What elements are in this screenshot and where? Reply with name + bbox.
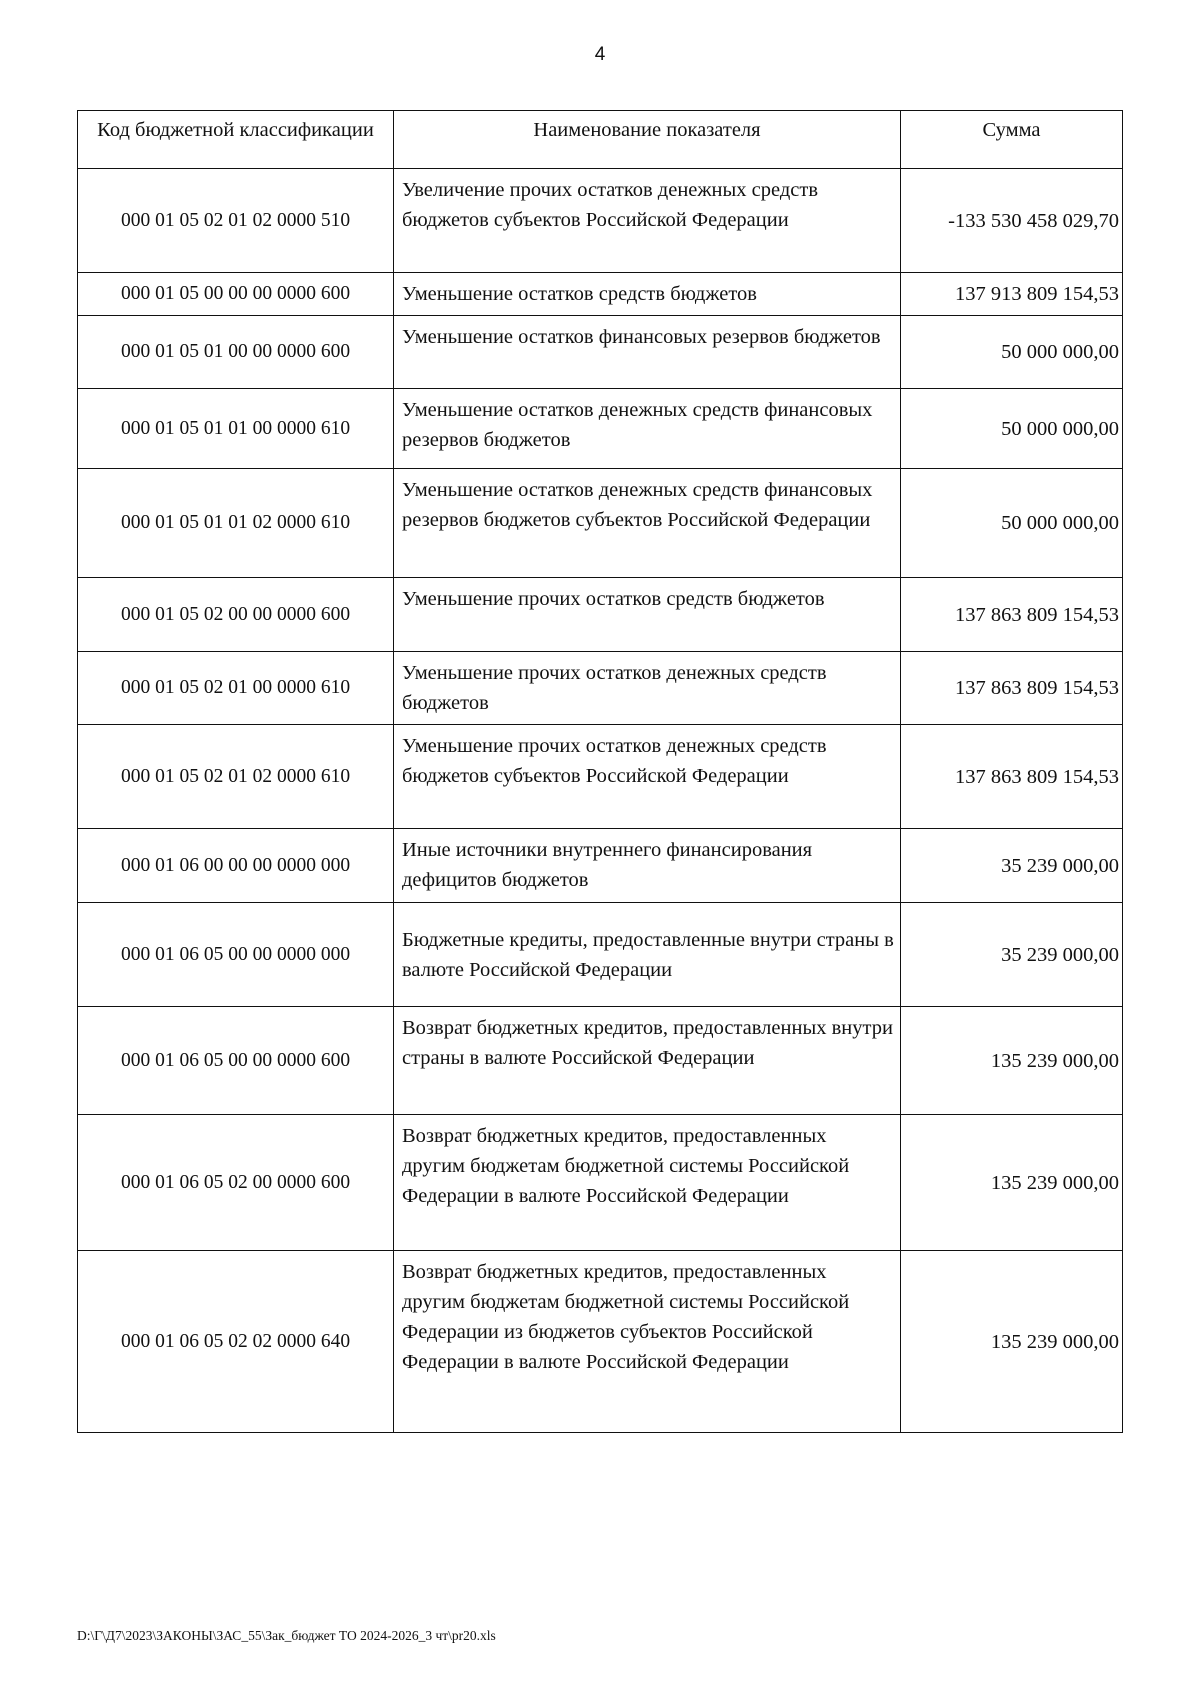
table-row: [78, 578, 1123, 652]
row-amount: 137 863 809 154,53: [901, 652, 1123, 725]
row-name: Уменьшение прочих остатков денежных средств бюджетов: [394, 652, 901, 725]
row-code: 000 01 05 00 00 00 0000 600: [78, 273, 394, 316]
row-code: 000 01 05 02 01 02 0000 610: [78, 725, 394, 829]
row-name: Увеличение прочих остатков денежных средств бюджетов субъектов Российской Федерации: [394, 169, 901, 273]
table-row: [78, 316, 1123, 389]
budget-sources-table: [77, 110, 1123, 1433]
table-row: [78, 1007, 1123, 1115]
row-code: 000 01 06 05 02 02 0000 640: [78, 1251, 394, 1433]
row-amount: 135 239 000,00: [901, 1251, 1123, 1433]
row-amount: 50 000 000,00: [901, 469, 1123, 578]
row-amount: -133 530 458 029,70: [901, 169, 1123, 273]
page-number: 4: [594, 44, 606, 65]
table-row: [78, 169, 1123, 273]
footer-file-path: D:\Г\Д7\2023\ЗАКОНЫ\ЗАС_55\Зак_бюджет ТО 2024-2026_3 чт\pr20.xls: [77, 1628, 496, 1643]
header-code: Код бюджетной классификации: [78, 111, 394, 169]
table-row: [78, 389, 1123, 469]
row-name: Бюджетные кредиты, предоставленные внутри страны в валюте Российской Федерации: [394, 903, 901, 1007]
table-row: [78, 725, 1123, 829]
row-code: 000 01 05 02 01 00 0000 610: [78, 652, 394, 725]
row-code: 000 01 06 00 00 00 0000 000: [78, 829, 394, 903]
row-name: Возврат бюджетных кредитов, предоставленных другим бюджетам бюджетной системы Российской Федерации из бюджетов субъектов Российской Федерации в валюте Российской Федерации: [394, 1251, 901, 1433]
row-code: 000 01 05 01 01 02 0000 610: [78, 469, 394, 578]
table-row: [78, 903, 1123, 1007]
row-amount: 35 239 000,00: [901, 829, 1123, 903]
table-header-row: [78, 111, 1123, 169]
table-row: [78, 1251, 1123, 1433]
row-name: Возврат бюджетных кредитов, предоставленных внутри страны в валюте Российской Федерации: [394, 1007, 901, 1115]
row-amount: 35 239 000,00: [901, 903, 1123, 1007]
row-amount: 137 913 809 154,53: [901, 273, 1123, 316]
table-row: [78, 273, 1123, 316]
table-row: [78, 652, 1123, 725]
table-row: [78, 1115, 1123, 1251]
row-amount: 137 863 809 154,53: [901, 578, 1123, 652]
row-amount: 50 000 000,00: [901, 389, 1123, 469]
row-amount: 137 863 809 154,53: [901, 725, 1123, 829]
row-name: Уменьшение остатков денежных средств финансовых резервов бюджетов: [394, 389, 901, 469]
row-code: 000 01 05 01 00 00 0000 600: [78, 316, 394, 389]
row-amount: 50 000 000,00: [901, 316, 1123, 389]
row-name: Уменьшение остатков финансовых резервов бюджетов: [394, 316, 901, 389]
table-row: [78, 829, 1123, 903]
table-row: [78, 469, 1123, 578]
row-amount: 135 239 000,00: [901, 1115, 1123, 1251]
row-amount: 135 239 000,00: [901, 1007, 1123, 1115]
row-code: 000 01 06 05 02 00 0000 600: [78, 1115, 394, 1251]
header-name: Наименование показателя: [394, 111, 901, 169]
row-code: 000 01 06 05 00 00 0000 000: [78, 903, 394, 1007]
header-amount: Сумма: [901, 111, 1123, 169]
row-code: 000 01 05 02 00 00 0000 600: [78, 578, 394, 652]
row-name: Уменьшение прочих остатков денежных средств бюджетов субъектов Российской Федерации: [394, 725, 901, 829]
row-name: Иные источники внутреннего финансирования дефицитов бюджетов: [394, 829, 901, 903]
row-name: Уменьшение остатков денежных средств финансовых резервов бюджетов субъектов Российской Федерации: [394, 469, 901, 578]
row-name: Уменьшение остатков средств бюджетов: [394, 273, 901, 316]
row-name: Возврат бюджетных кредитов, предоставленных другим бюджетам бюджетной системы Российской Федерации в валюте Российской Федерации: [394, 1115, 901, 1251]
row-code: 000 01 05 02 01 02 0000 510: [78, 169, 394, 273]
row-name: Уменьшение прочих остатков средств бюджетов: [394, 578, 901, 652]
row-code: 000 01 06 05 00 00 0000 600: [78, 1007, 394, 1115]
row-code: 000 01 05 01 01 00 0000 610: [78, 389, 394, 469]
